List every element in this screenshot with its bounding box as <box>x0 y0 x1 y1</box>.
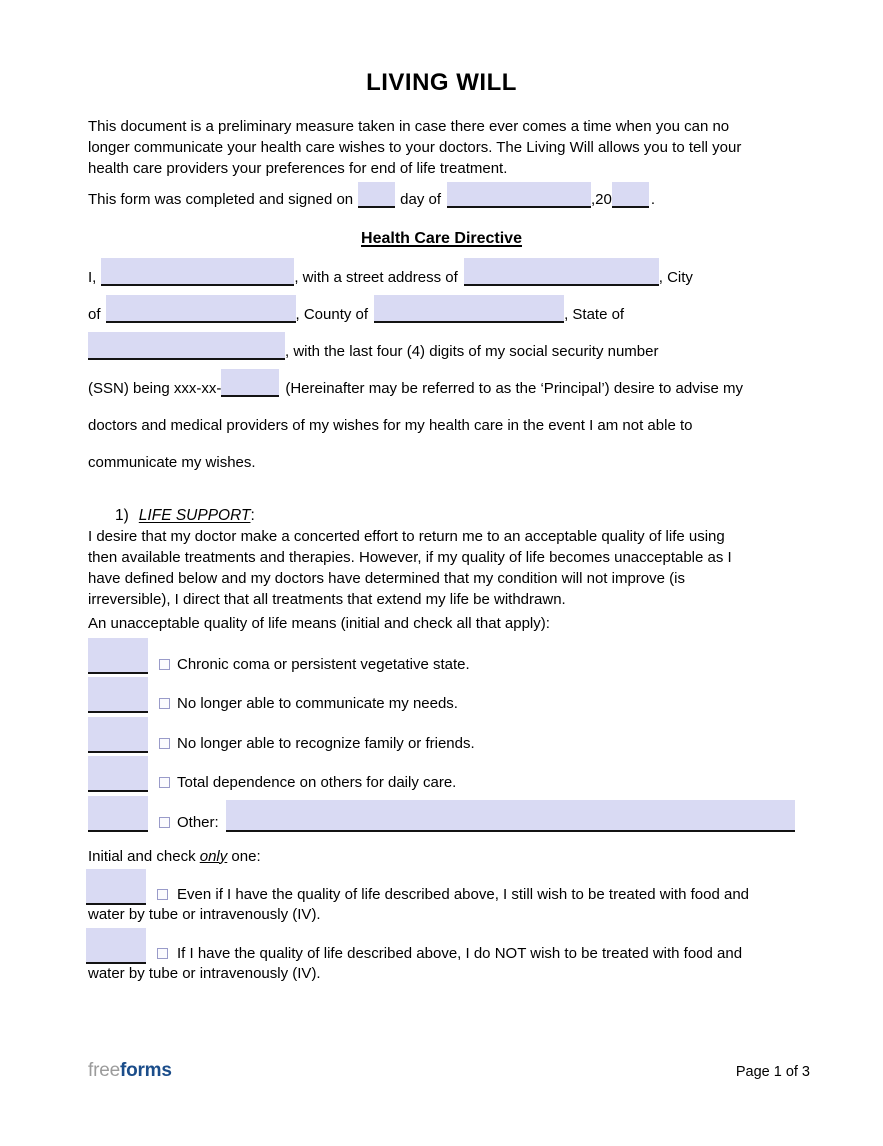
only-word: only <box>199 847 228 865</box>
checkbox-dependence[interactable] <box>159 777 170 788</box>
only-one-text: Initial and check <box>88 847 200 865</box>
directive-text: , with the last four (4) digits of my social security number <box>285 343 659 360</box>
only-one-instruction <box>88 846 795 867</box>
freeforms-logo <box>88 1060 172 1082</box>
directive-line-2 <box>88 286 795 323</box>
directive-text: communicate my wishes. <box>88 454 256 471</box>
other-text-field[interactable] <box>226 800 795 832</box>
directive-text: , with a street address of <box>294 269 458 286</box>
life-support-line: then available treatments and therapies. However, if my quality of life becomes unacceptable as I <box>88 549 732 566</box>
criteria-label: Total dependence on others for daily care. <box>177 774 457 791</box>
option-line: If I have the quality of life described above, I do NOT wish to be treated with food and <box>177 944 743 962</box>
initials-field-3[interactable] <box>88 717 148 753</box>
life-support-heading <box>115 505 795 526</box>
criteria-row <box>88 634 795 674</box>
initials-field-5[interactable] <box>88 796 148 832</box>
criteria-label: Other: <box>177 813 219 831</box>
logo-free-text: free <box>88 1060 120 1081</box>
street-address-field[interactable] <box>464 258 659 286</box>
criteria-label: Chronic coma or persistent vegetative state. <box>177 655 470 673</box>
checkbox-option-1[interactable] <box>157 889 168 900</box>
city-field[interactable] <box>106 295 296 323</box>
initials-field-1[interactable] <box>88 638 148 674</box>
page-title: LIVING WILL <box>366 69 517 96</box>
signed-line-text: This form was completed and signed on <box>88 191 354 208</box>
health-care-directive-heading: Health Care Directive <box>361 230 522 247</box>
page-indicator: Page 1 of 3 <box>735 1064 810 1080</box>
criteria-label: No longer able to communicate my needs. <box>177 695 458 712</box>
option-feed-yes <box>88 869 795 926</box>
section-number: 1) <box>115 507 129 524</box>
directive-line-1 <box>88 249 795 286</box>
directive-line-5 <box>88 397 795 434</box>
intro-line: health care providers your preferences for end of life treatment. <box>88 160 508 177</box>
checkbox-other[interactable] <box>159 817 170 828</box>
directive-line-3 <box>88 323 795 360</box>
option-line: water by tube or intravenously (IV). <box>88 965 321 982</box>
directive-text: (SSN) being xxx-xx- <box>88 380 222 397</box>
criteria-row <box>88 713 795 753</box>
signed-date-line <box>88 179 795 208</box>
ssn-last4-field[interactable] <box>221 369 279 397</box>
initials-field-2[interactable] <box>88 677 148 713</box>
option-text <box>88 869 795 926</box>
criteria-row <box>88 674 795 714</box>
option-text <box>88 928 795 985</box>
county-field[interactable] <box>374 295 564 323</box>
criteria-intro: An unacceptable quality of life means (initial and check all that apply): <box>88 615 550 632</box>
directive-line-6 <box>88 434 795 471</box>
initials-field-4[interactable] <box>88 756 148 792</box>
signed-line-text: ,20 <box>591 191 612 208</box>
section-title-colon: : <box>250 507 255 524</box>
option-feed-no <box>88 928 795 985</box>
principal-name-field[interactable] <box>101 258 294 286</box>
directive-text: I, <box>88 269 97 286</box>
directive-line-4 <box>88 360 795 397</box>
signed-line-text: day of <box>400 191 442 208</box>
day-field[interactable] <box>358 182 395 208</box>
intro-paragraph <box>88 116 795 179</box>
only-one-text: one: <box>227 847 261 865</box>
state-field[interactable] <box>88 332 285 360</box>
month-field[interactable] <box>447 182 591 208</box>
document-content <box>88 0 795 985</box>
checkbox-option-2[interactable] <box>157 948 168 959</box>
life-support-line: I desire that my doctor make a concerted effort to return me to an acceptable quality of life using <box>88 528 725 545</box>
life-support-paragraph <box>88 526 795 610</box>
directive-text: , State of <box>564 306 625 323</box>
initials-field-option-1[interactable] <box>86 869 146 905</box>
section-title: LIFE SUPPORT <box>138 507 251 524</box>
life-support-line: have defined below and my doctors have determined that my condition will not improve (is <box>88 570 685 587</box>
checkbox-coma[interactable] <box>159 659 170 670</box>
intro-line: This document is a preliminary measure taken in case there ever comes a time when you can no <box>88 118 730 135</box>
intro-line: longer communicate your health care wishes to your doctors. The Living Will allows you to tell your <box>88 139 742 156</box>
life-support-line: irreversible), I direct that all treatments that extend my life be withdrawn. <box>88 591 566 608</box>
checkbox-communicate[interactable] <box>159 698 170 709</box>
directive-text: (Hereinafter may be referred to as the ‘Principal’) desire to advise my <box>285 380 744 397</box>
page-footer <box>88 1060 810 1082</box>
criteria-row <box>88 753 795 793</box>
directive-text: , County of <box>295 306 369 323</box>
year-field[interactable] <box>612 182 649 208</box>
signed-line-text: . <box>650 191 656 208</box>
initials-field-option-2[interactable] <box>86 928 146 964</box>
logo-forms-text: forms <box>119 1060 172 1081</box>
option-line: water by tube or intravenously (IV). <box>88 906 321 923</box>
criteria-label: No longer able to recognize family or friends. <box>177 734 475 752</box>
directive-text: , City <box>658 269 693 286</box>
checkbox-recognize[interactable] <box>159 738 170 749</box>
directive-text: doctors and medical providers of my wishes for my health care in the event I am not able to <box>88 417 693 434</box>
directive-text: of <box>88 306 101 323</box>
criteria-row-other <box>88 792 795 832</box>
option-line: Even if I have the quality of life described above, I still wish to be treated with food and <box>177 885 749 903</box>
